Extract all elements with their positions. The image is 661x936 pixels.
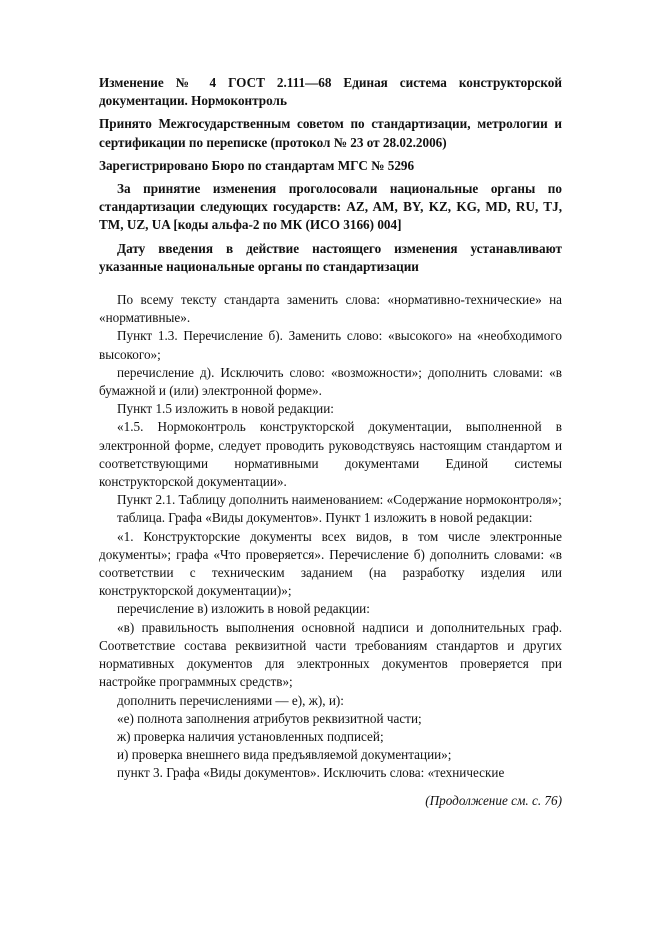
- voting-note: За принятие изменения проголосовали национальные органы по стандартизации следующих государств: AZ, AM, BY, KZ, KG, MD, RU, TJ, TM, UZ, UA [коды альфа-2 по МК (ИСО 3166) 004]: [99, 181, 562, 233]
- body-paragraph: По всему тексту стандарта заменить слова: «нормативно-технические» на «нормативные».: [99, 292, 562, 326]
- body-paragraph: «1.5. Нормоконтроль конструкторской документации, выполненной в электронной форме, следует проводить руководствуясь настоящим стандартом и соответствующими нормативными документами Единой системы конструкторской документации».: [99, 419, 562, 490]
- body-paragraph: таблица. Графа «Виды документов». Пункт 1 изложить в новой редакции:: [117, 510, 533, 526]
- effective-date-note: Дату введения в действие настоящего изменения устанавливают указанные национальные органы по стандартизации: [99, 240, 562, 274]
- registration-note: Зарегистрировано Бюро по стандартам МГС № 5296: [99, 157, 415, 173]
- body-paragraph: «1. Конструкторские документы всех видов, в том числе электронные документы»; графа «Что проверяется». Перечисление б) дополнить словами: «в соответствии с техническим заданием (на разработку изделия или конструкторской документации)»;: [99, 528, 562, 599]
- body-paragraph: Пункт 1.3. Перечисление б). Заменить слово: «высокого» на «необходимого высокого»;: [99, 328, 562, 362]
- continuation-note: (Продолжение см. с. 76): [425, 792, 562, 808]
- body-paragraph: Пункт 2.1. Таблицу дополнить наименованием: «Содержание нормоконтроля»;: [117, 492, 562, 508]
- body-paragraph: пункт 3. Графа «Виды документов». Исключить слова: «технические: [117, 765, 505, 781]
- body-paragraph: перечисление д). Исключить слово: «возможности»; дополнить словами: «в бумажной и (или) электронной форме».: [99, 364, 562, 399]
- body-paragraph: ж) проверка наличия установленных подписей;: [117, 728, 384, 744]
- accepted-note: Принято Межгосударственным советом по стандартизации, метрологии и сертификации по переписке (протокол № 23 от 28.02.2006): [99, 116, 562, 150]
- body-paragraph: и) проверка внешнего вида предъявляемой документации»;: [117, 747, 452, 763]
- amendment-title: Изменение № 4 ГОСТ 2.111—68 Единая система конструкторской документации. Нормоконтроль: [99, 75, 562, 109]
- body-paragraph: Пункт 1.5 изложить в новой редакции:: [117, 401, 334, 417]
- document-page: [99, 74, 562, 810]
- body-paragraph: дополнить перечислениями — е), ж), и):: [117, 692, 344, 708]
- body-paragraph: «е) полнота заполнения атрибутов реквизитной части;: [117, 710, 422, 726]
- body-paragraph: перечисление в) изложить в новой редакции:: [117, 601, 370, 617]
- body-paragraph: «в) правильность выполнения основной надписи и дополнительных граф. Соответствие состава реквизитной части требованиям стандартов и других нормативных документов для электронных документов проверяется при настройке программных средств»;: [99, 619, 562, 690]
